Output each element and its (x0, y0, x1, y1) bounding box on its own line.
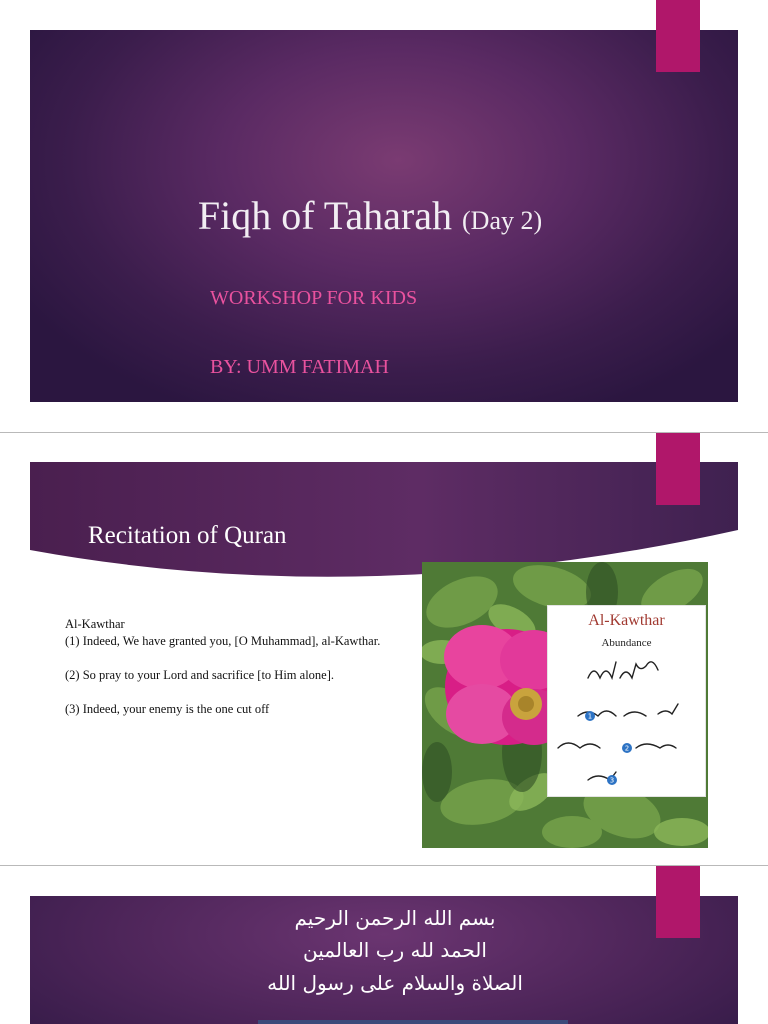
card-title: Al-Kawthar (588, 612, 665, 629)
surah-card (547, 605, 706, 797)
hamdala-line: الحمد لله رب العالمين (303, 938, 487, 962)
accent-tab (656, 0, 700, 72)
accent-tab (656, 433, 700, 505)
title-day: (Day 2) (462, 206, 543, 235)
author-byline: BY: UMM FATIMAH (210, 356, 389, 378)
verse-number-2: 2 (624, 744, 630, 753)
salawat-line: الصلاة والسلام على رسول الله (267, 971, 523, 995)
verse-number-1: 1 (587, 712, 593, 721)
arabic-calligraphy (548, 656, 705, 794)
opening-slide (0, 866, 768, 1024)
title-text: Fiqh of Taharah (197, 193, 453, 238)
verse-number-3: 3 (609, 776, 615, 785)
workshop-subtitle: WORKSHOP FOR KIDS (210, 287, 418, 309)
slide-title (0, 192, 740, 239)
translation-text (65, 616, 395, 718)
card-subtitle: Abundance (601, 637, 652, 649)
surah-name: Al-Kawthar (65, 617, 125, 631)
verse-3: (3) Indeed, your enemy is the one cut off (65, 702, 270, 716)
recitation-slide (0, 433, 768, 865)
verse-2: (2) So pray to your Lord and sacrifice [to Him alone]. (65, 668, 335, 682)
basmala-line: بسم الله الرحمن الرحيم (294, 906, 496, 930)
bottom-bar (258, 1020, 568, 1024)
title-slide (0, 0, 768, 432)
verse-1: (1) Indeed, We have granted you, [O Muhammad], al-Kawthar. (65, 634, 381, 648)
accent-tab (656, 866, 700, 938)
slide-heading: Recitation of Quran (88, 522, 287, 549)
